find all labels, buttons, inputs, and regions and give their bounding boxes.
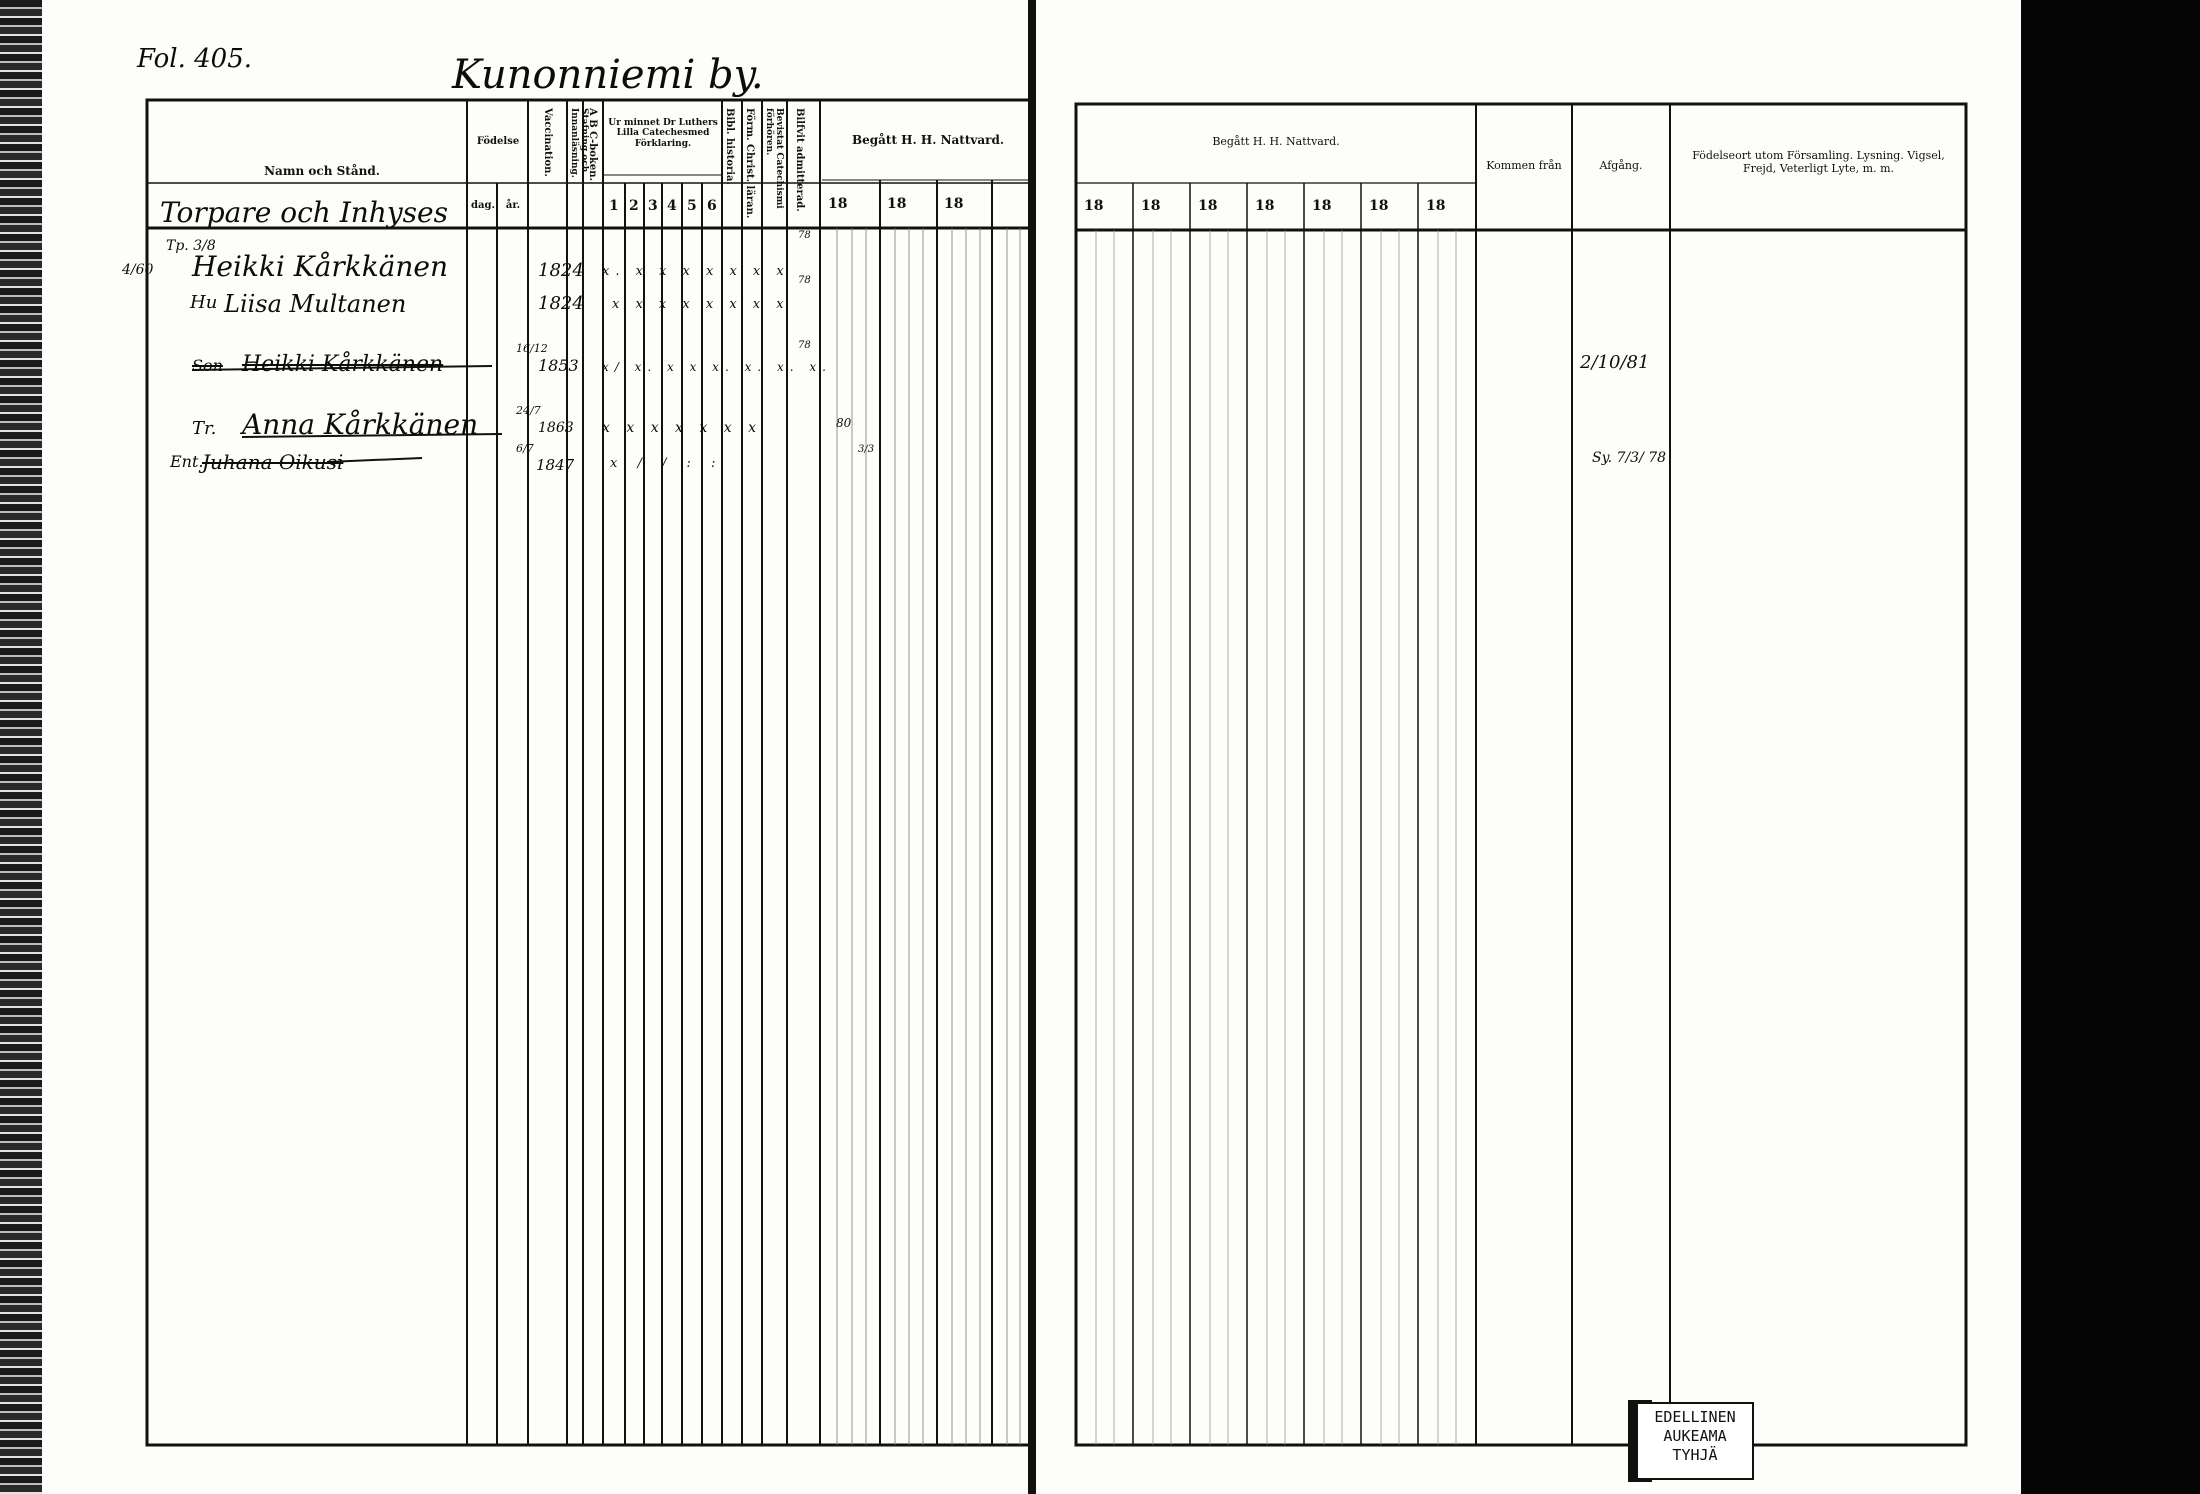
scan-margin — [2021, 0, 2200, 1494]
year-right-1: 18 — [1084, 198, 1104, 214]
abc-header: A B C-boken. — [587, 108, 598, 181]
afgang-header: Afgång. — [1599, 159, 1643, 172]
entry-year: 1863 — [538, 420, 574, 436]
year-right-6: 18 — [1369, 198, 1389, 214]
section-heading: Torpare och Inhyses — [160, 196, 448, 229]
catechism-header: Ur minnet Dr Luthers Lilla Catechesmed Förklaring. — [608, 118, 718, 149]
catechism-col-6: 6 — [707, 198, 717, 214]
vaccination-header: Vaccination. — [542, 108, 553, 177]
entry-name: Anna Kårkkänen — [242, 408, 479, 441]
entry-note: 78 — [798, 230, 811, 241]
year-right-3: 18 — [1198, 198, 1218, 214]
entry-year: 1847 — [536, 456, 575, 474]
entry-name: Heikki Kårkkänen — [192, 250, 448, 283]
year-left-2: 18 — [887, 196, 907, 212]
entry-prefix: Son — [192, 356, 223, 375]
entry-note: 78 — [798, 275, 811, 286]
entry-marks: x. x x x x x x x — [602, 264, 790, 279]
entry-marks: x / / : : — [610, 456, 724, 471]
catechism-col-5: 5 — [687, 198, 697, 214]
catechism-col-3: 3 — [648, 198, 658, 214]
bibl-header: Bibl. historia. — [724, 108, 735, 186]
entry-year: 1824 — [538, 260, 584, 281]
entry-note: 78 — [798, 340, 811, 351]
entry-day: 16/12 — [516, 342, 548, 355]
entry-prefix: Tp. 3/8 — [166, 238, 216, 254]
village-title: Kunonniemi by. — [452, 52, 764, 98]
entry-prefix: Tr. — [192, 418, 217, 439]
stamp-line: EDELLINEN — [1654, 1408, 1736, 1426]
entry-year: 1853 — [538, 356, 579, 375]
stafning-header: Stafning och Innanläsning. — [569, 108, 589, 178]
ar-header: år. — [505, 200, 521, 211]
fodelse-header: Födelse — [476, 136, 520, 147]
kommen-header: Kommen från — [1486, 159, 1562, 172]
entry-prefix: Ent. — [170, 452, 204, 471]
afgang-note: 2/10/81 — [1580, 352, 1650, 373]
right-page-ruling — [1036, 0, 2021, 1494]
year-left-3: 18 — [944, 196, 964, 212]
bevistat-header: Bevistat Catechismi förhören. — [764, 108, 784, 209]
entry-name: Liisa Multanen — [224, 290, 407, 318]
entry-note: 80 — [836, 416, 852, 430]
left-page — [42, 0, 1032, 1494]
entry-marks: x x x x x x x — [602, 420, 762, 436]
folio-number: Fol. 405. — [137, 44, 253, 74]
entry-marks: x x x x x x x x — [612, 297, 790, 312]
entry-day: 24/7 — [516, 404, 541, 417]
year-right-4: 18 — [1255, 198, 1275, 214]
fodelseort-header: Födelseort utom Församling. Lysning. Vigsel, Frejd, Veterligt Lyte, m. m. — [1692, 149, 1945, 175]
entry-margin: 4/60 — [122, 262, 154, 278]
bilfvit-header: Bilfvit admitterad. — [794, 108, 805, 212]
catechism-col-1: 1 — [609, 198, 619, 214]
dag-header: dag. — [471, 200, 495, 211]
year-left-1: 18 — [828, 196, 848, 212]
christ-laran-header: Förm. Christ. läran. — [744, 108, 755, 219]
catechism-col-2: 2 — [629, 198, 639, 214]
year-right-5: 18 — [1312, 198, 1332, 214]
entry-name: Juhana Oikusi — [202, 450, 344, 474]
stamp-line: TYHJÄ — [1672, 1445, 1718, 1464]
nattvard-header-left: Begått H. H. Nattvard. — [851, 133, 1005, 147]
name-column-header: Namn och Stånd. — [264, 164, 380, 178]
entry-year: 1824 — [538, 293, 584, 314]
catechism-col-4: 4 — [667, 198, 677, 214]
stamp-line: AUKEAMA — [1663, 1426, 1727, 1445]
entry-day: 6/7 — [516, 442, 534, 455]
entry-marks: x/ x. x x x. x. x. x. — [602, 360, 832, 374]
empty-spread-stamp — [1636, 1402, 1754, 1480]
entry-note: 3/3 — [858, 444, 875, 455]
afgang-note: Sy. 7/3/ 78 — [1592, 450, 1667, 466]
right-page — [1036, 0, 2021, 1494]
entry-name: Heikki Kårkkänen — [242, 352, 444, 377]
year-right-2: 18 — [1141, 198, 1161, 214]
entry-prefix: Hu — [190, 292, 218, 313]
year-right-7: 18 — [1426, 198, 1446, 214]
nattvard-header-right: Begått H. H. Nattvard. — [1212, 135, 1340, 148]
